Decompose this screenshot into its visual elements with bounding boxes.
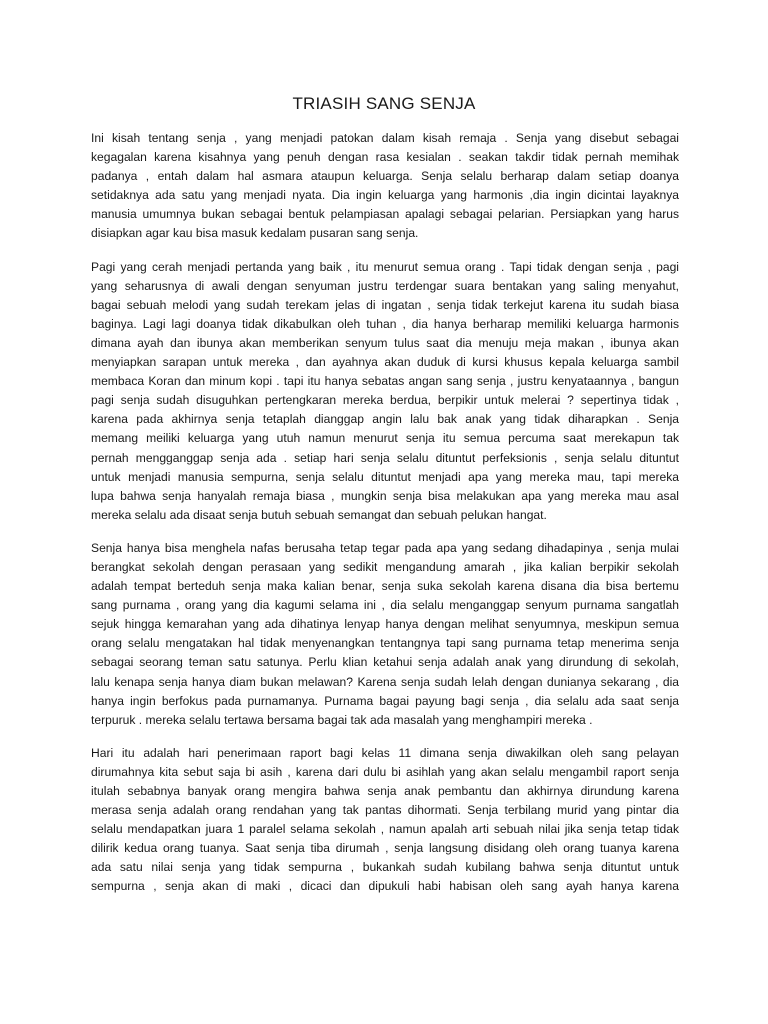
- text-line: yang seharusnya di awali dengan senyuman justru terdengar suara bentakan yang saling menyahut,: [91, 278, 679, 293]
- text-line: dimana ayah dan ibunya akan memberikan senyum tulus saat dia menuju meja makan , ibunya akan: [91, 335, 679, 350]
- paragraph: [91, 539, 679, 730]
- paragraph: [91, 258, 679, 525]
- text-line: baginya. Lagi lagi doanya tidak dikabulkan oleh tuhan , dia hanya berharap memiliki keluarga harmonis: [91, 316, 679, 331]
- text-line: dirumahnya kita sebut saja bi asih , karena dari dulu bi asihlah yang akan selalu mengambil raport senja: [91, 764, 679, 779]
- text-line: berangkat sekolah dengan perasaan yang sedikit mengandung amarah , jika kalian berpikir sekolah: [91, 559, 679, 574]
- text-line: sempurna , senja akan di maki , dicaci dan dipukuli habi habisan oleh sang ayah hanya karena: [91, 879, 679, 894]
- text-line: bagai sebuah melodi yang sudah terekam jelas di ingatan , senja tidak terkejut karena itu sudah biasa: [91, 297, 679, 312]
- text-line: Hari itu adalah hari penerimaan raport bagi kelas 11 dimana senja diwakilkan oleh sang pelayan: [91, 745, 679, 760]
- document-title: TRIASIH SANG SENJA: [292, 94, 476, 113]
- text-line: Ini kisah tentang senja , yang menjadi patokan dalam kisah remaja . Senja yang disebut sebagai: [91, 131, 679, 145]
- text-line: setidaknya ada satu yang menjadi nyata. Dia ingin keluarga yang harmonis ,dia ingin dicintai layaknya: [91, 188, 679, 203]
- text-line: pernah mengganggap senja ada . setiap hari senja selalu dituntut perfeksionis , senja selalu dituntut: [91, 450, 679, 465]
- text-line: pagi senja sudah disuguhkan pertengkaran mereka berdua, berpikir untuk melerai ? sepertinya tidak ,: [91, 393, 679, 408]
- text-line: orang selalu mengatakan hal tidak menyenangkan tentangnya tapi sang purnama tetap menerima senja: [91, 636, 679, 651]
- text-line: disiapkan agar kau bisa masuk kedalam pusaran sang senja.: [91, 226, 419, 241]
- text-line: merasa senja adalah orang rendahan yang tak pantas dihormati. Senja terbilang murid yang pintar dia: [91, 803, 679, 818]
- text-line: lalu kenapa senja hanya diam bukan melawan? Karena senja sudah lelah dengan dunianya sekarang , dia: [91, 674, 679, 689]
- text-line: karena pada akhirnya senja tetaplah dianggap angin lalu bak anak yang tidak diharapkan . Senja: [91, 412, 679, 427]
- text-line: menyiapkan sarapan untuk mereka , dan ayahnya akan duduk di kursi khusus kepala keluarga sambil: [91, 355, 679, 370]
- text-line: sang purnama , orang yang dia kagumi selama ini , dia selalu menganggap senyum purnama sangatlah: [91, 598, 679, 613]
- text-line: manusia umumnya bukan sebagai bentuk pelampiasan apalagi sebagai pelarian. Persiapkan yang harus: [91, 207, 679, 222]
- paragraph: [91, 129, 679, 244]
- text-line: selalu mendapatkan juara 1 paralel selama sekolah , namun apalah arti sebuah nilai jika senja tetap tidak: [91, 822, 679, 837]
- text-line: Senja hanya bisa menghela nafas berusaha tetap tegar pada apa yang sedang dihadapinya , senja mulai: [91, 540, 679, 555]
- text-line: adalah tempat berteduh senja maka kalian benar, senja suka sekolah karena disana dia bisa bertemu: [91, 579, 679, 594]
- text-line: kegagalan karena kisahnya yang penuh dengan rasa kesialan . seakan takdir tidak pernah memihak: [91, 150, 679, 165]
- paragraph: [91, 744, 679, 897]
- text-line: lupa bahwa senja hanyalah remaja biasa , mungkin senja bisa melakukan apa yang mereka mau asal: [91, 488, 679, 503]
- text-line: terpuruk . mereka selalu tertawa bersama bagai tak ada masalah yang menghampiri mereka .: [91, 712, 593, 727]
- text-line: memang meiliki keluarga yang utuh namun menurut senja itu semua percuma saat merekapun tak: [91, 431, 679, 446]
- text-line: padanya , entah dalam hal asmara ataupun keluarga. Senja selalu berharap dalam setiap doanya: [91, 169, 679, 184]
- text-line: membaca Koran dan minum kopi . tapi itu hanya sebatas angan sang senja , justru kenyataannya , bangun: [91, 374, 679, 389]
- text-line: hanya ingin berfokus pada purnamanya. Purnama bagai payung bagi senja , dia selalu ada saat senja: [91, 693, 679, 708]
- text-line: Pagi yang cerah menjadi pertanda yang baik , itu menurut semua orang . Tapi tidak dengan senja , pagi: [91, 259, 679, 274]
- text-line: itulah sebabnya banyak orang mengira bahwa senja anak pembantu dan akhirnya dirundung karena: [91, 784, 679, 798]
- text-line: dilirik kedua orang tuanya. Saat senja tiba dirumah , senja langsung disidang oleh orang tuanya karena: [91, 841, 679, 856]
- text-line: untuk menjadi manusia sempurna, senja selalu dituntut menjadi apa yang mereka mau, tapi mereka: [91, 469, 679, 484]
- document-body: [91, 129, 679, 911]
- text-line: sebagai seorang teman satu satunya. Perlu klian ketahui senja adalah anak yang dirundung di sekolah,: [91, 655, 679, 670]
- text-line: ada satu nilai senja yang tidak sempurna , bukankah sudah kubilang bahwa senja dituntut untuk: [91, 860, 679, 875]
- text-line: sejuk hingga kemarahan yang ada dihatinya lenyap hanya dengan melihat senyumnya, meskipun semua: [91, 617, 679, 632]
- text-line: mereka selalu ada disaat senja butuh sebuah semangat dan sebuah pelukan hangat.: [91, 507, 547, 522]
